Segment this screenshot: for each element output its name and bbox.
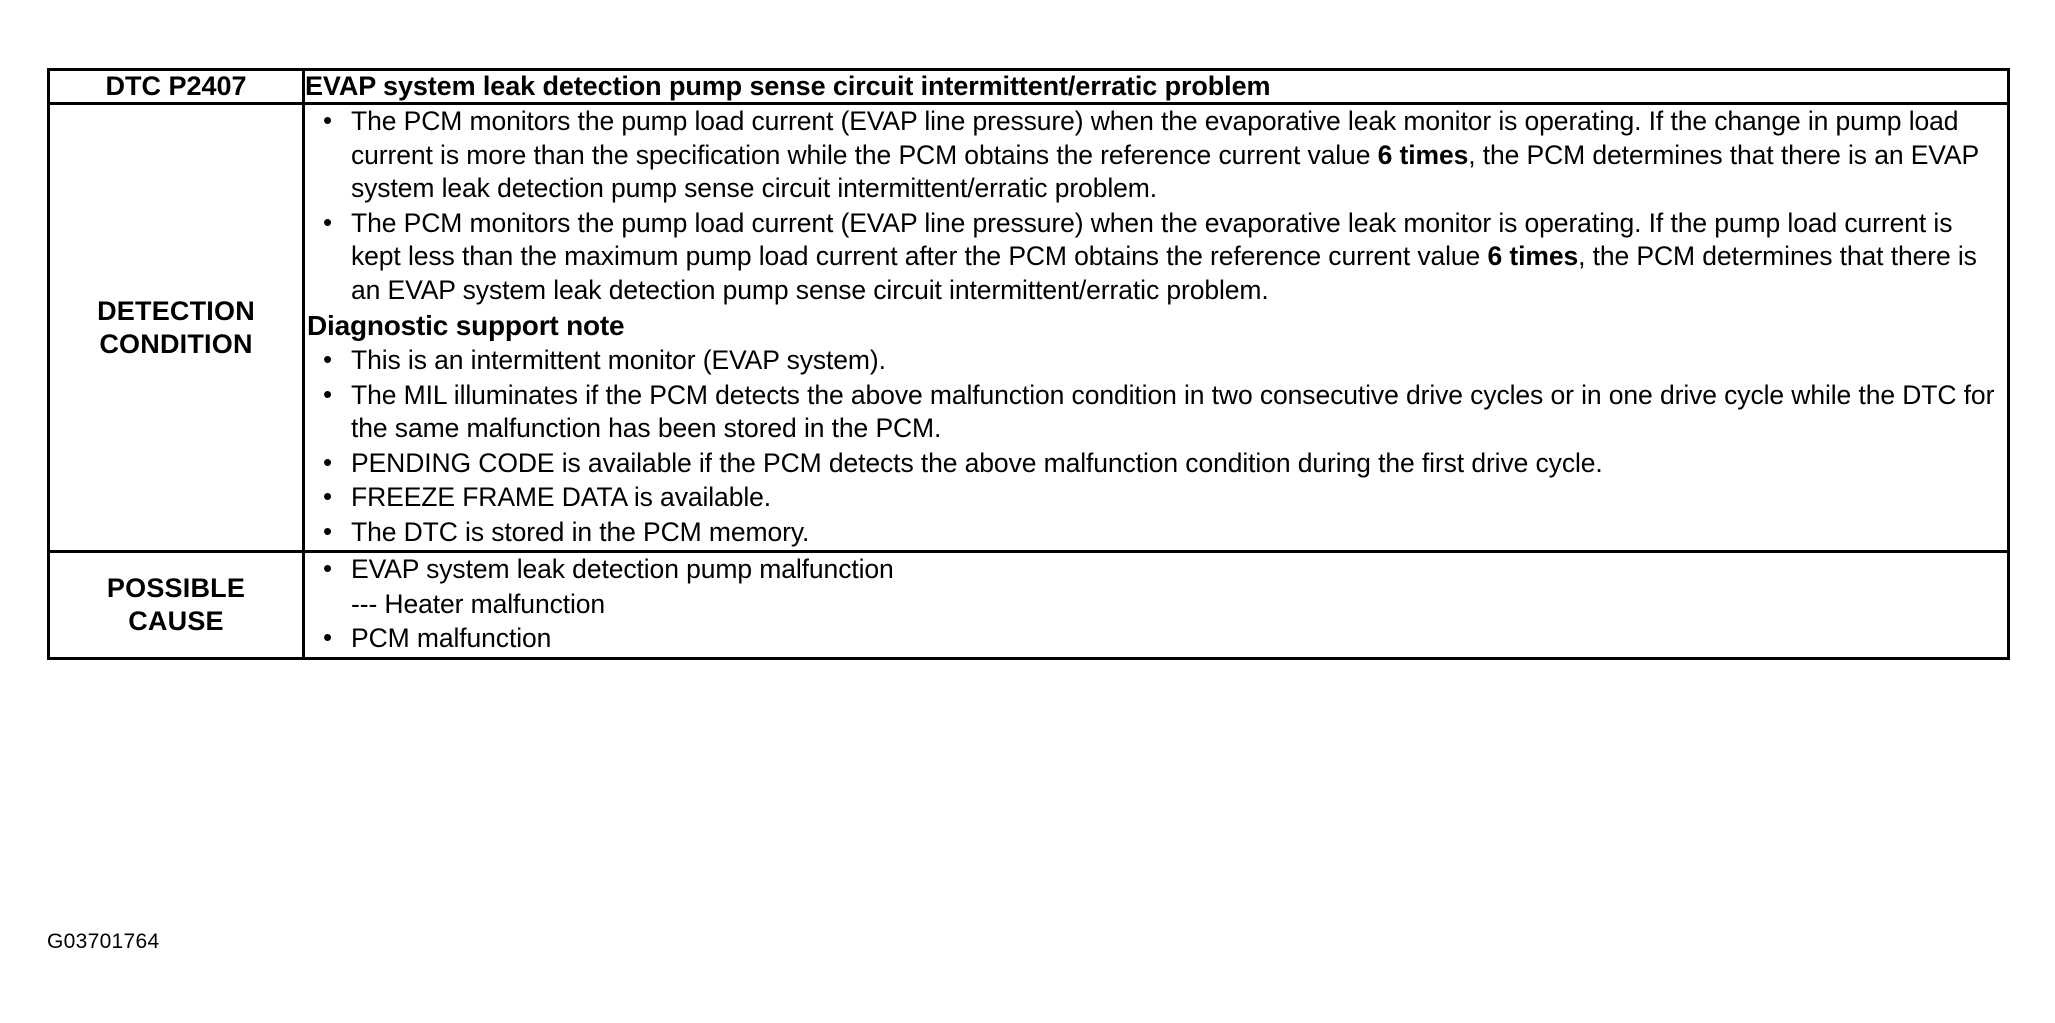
possible-cause-list [305, 553, 2007, 656]
dtc-code-cell: DTC P2407 [49, 70, 304, 104]
detection-condition-label [49, 104, 304, 552]
list-item: • FREEZE FRAME DATA is available. [305, 481, 2007, 515]
table-row-header [49, 70, 2009, 104]
bullet-text-post: , the PCM determines that there is an EVAP system leak detection pump sense circuit intermittent/erratic problem. [351, 139, 1979, 204]
bullet-text-post: , the PCM determines that there is an EVAP system leak detection pump sense circuit intermittent/erratic problem. [351, 241, 1977, 305]
detection-condition-bottom-list [305, 344, 2007, 549]
list-item: • EVAP system leak detection pump malfunction [305, 553, 2007, 587]
list-item [305, 207, 2007, 308]
bullet-text-pre: The PCM monitors the pump load current (EVAP line pressure) when the evaporative leak monitor is operating. If the change in pump load current is more than the specification while the PCM obtains the reference current value [351, 106, 1959, 170]
possible-cause-label-line2: CAUSE [128, 605, 224, 636]
possible-cause-label [49, 552, 304, 659]
figure-id: G03701764 [47, 930, 160, 953]
bullet-text-pre: The PCM monitors the pump load current (EVAP line pressure) when the evaporative leak monitor is operating. If the pump load current is kept less than the maximum pump load current after the PCM obtains the reference current value [351, 207, 1953, 272]
list-sub-item: --- Heater malfunction [351, 588, 606, 619]
detection-condition-body [304, 104, 2009, 552]
dtc-table [47, 68, 2010, 660]
list-item [305, 105, 2007, 206]
list-item: • PCM malfunction [305, 622, 2007, 656]
list-item: • The MIL illuminates if the PCM detects the above malfunction condition in two consecutive drive cycles or in one drive cycle while the DTC for the same malfunction has been stored in the PCM. [305, 379, 2007, 446]
possible-cause-label-line1: POSSIBLE [106, 573, 246, 604]
table-row-detection-condition [49, 104, 2009, 552]
detection-condition-label-line2: CONDITION [99, 328, 253, 359]
list-item: • PENDING CODE is available if the PCM detects the above malfunction condition during the first drive cycle. [305, 447, 2007, 481]
possible-cause-body [304, 552, 2009, 659]
bullet-text-emphasis: 6 times [1377, 139, 1469, 170]
bullet-text-emphasis: 6 times [1487, 241, 1579, 272]
list-item: • The DTC is stored in the PCM memory. [305, 516, 2007, 550]
detection-condition-label-line1: DETECTION [97, 295, 255, 326]
table-row-possible-cause [49, 552, 2009, 659]
diagnostic-support-note-heading: Diagnostic support note [307, 310, 625, 342]
list-item: • This is an intermittent monitor (EVAP system). [305, 344, 2007, 378]
dtc-title-cell: EVAP system leak detection pump sense circuit intermittent/erratic problem [304, 70, 2009, 104]
detection-condition-top-list [305, 105, 2007, 307]
